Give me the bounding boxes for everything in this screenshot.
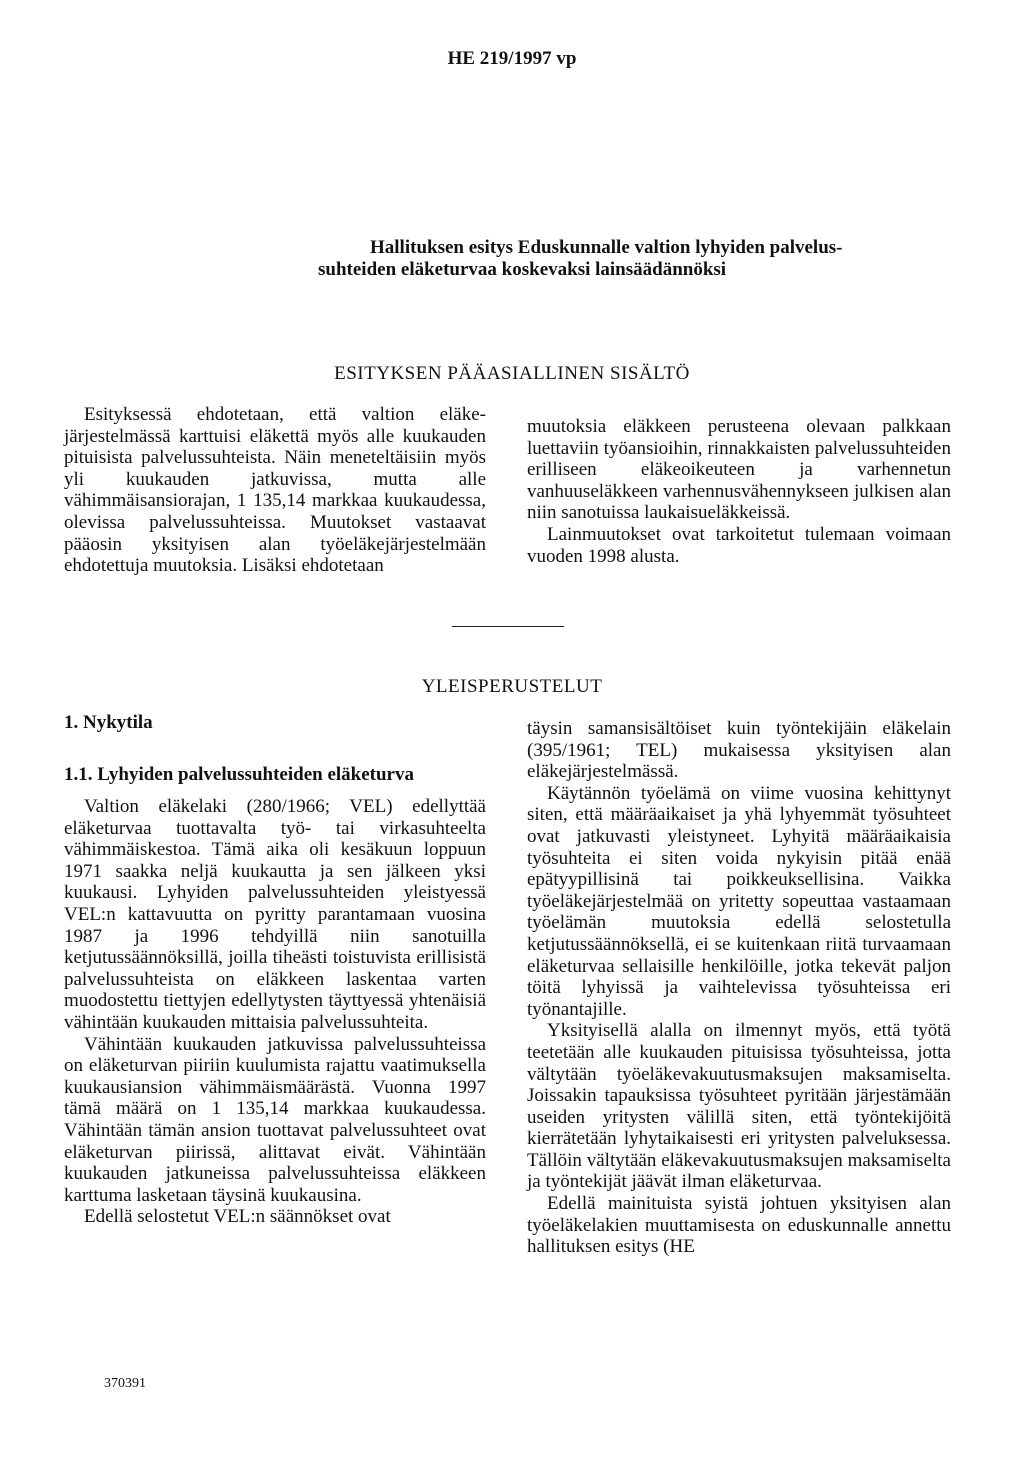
summary-left-paragraph: Esityksessä ehdotetaan, että valtion eläke-järjestelmässä karttuisi eläkettä myös alle kuukauden pituisista palvelussuhteista. Näin meneteltäisiin myös yli kuukauden jatkuvissa, mutta alle vähimmäisansiorajan, 1 135,14 markkaa kuukaudessa, olevissa palvelussuhteissa. Muutokset vastaavat pääosin yksityisen alan työeläkejärjestelmään ehdotettuja muutoksia. Lisäksi ehdotetaan xyxy=(64,404,486,577)
body-left-column xyxy=(64,796,486,1228)
section-divider xyxy=(452,626,564,627)
summary-right-paragraph: muutoksia eläkkeen perusteena olevaan palkkaan luettaviin työansioihin, rinnakkaisten palvelussuhteiden erilliseen eläkeoikeuteen ja varhennetun vanhuuseläkkeen varhennusvähennykseen julkisen alan niin sanotuissa laukaisueläkkeissä. xyxy=(527,416,951,524)
title-line-1: Hallituksen esitys Eduskunnalle valtion lyhyiden palvelus- xyxy=(370,237,843,258)
general-heading: YLEISPERUSTELUT xyxy=(421,676,603,697)
document-id-header: HE 219/1997 vp xyxy=(447,48,577,69)
summary-left-column xyxy=(64,404,486,577)
section-heading-1: 1. Nykytila xyxy=(64,712,153,733)
body-paragraph: täysin samansisältöiset kuin työntekijäin eläkelain (395/1961; TEL) mukaisessa yksityisen alan eläkejärjestelmässä. xyxy=(527,718,951,783)
summary-right-column xyxy=(527,416,951,567)
body-paragraph: Edellä mainituista syistä johtuen yksityisen alan työeläkelakien muuttamisesta on eduskunnalle annettu hallituksen esitys (HE xyxy=(527,1193,951,1258)
body-paragraph: Yksityisellä alalla on ilmennyt myös, että työtä teetetään alle kuukauden pituisissa työsuhteissa, jotta vältytään työeläkevakuutusmaksujen maksamiselta. Joissakin tapauksissa työsuhteet pyritään järjestämään useiden yritysten välillä siten, että työntekijöitä kierrätetään lyhytaikaisesti eri yritysten palveluksessa. Tällöin vältytään eläkevakuutusmaksujen maksamiselta ja työntekijät jäävät ilman eläketurvaa. xyxy=(527,1020,951,1193)
title-line-2: suhteiden eläketurvaa koskevaksi lainsäädännöksi xyxy=(318,259,727,280)
body-paragraph: Käytännön työelämä on viime vuosina kehittynyt siten, että määräaikaiset ja yhä lyhyemmät työsuhteet ovat jatkuvasti yleistyneet. Lyhyitä määräaikaisia työsuhteita ei siten voida nykyisin pitää enää epätyypillisinä tai poikkeuksellisina. Vaikka työeläkejärjestelmää on yritetty sopeuttaa vastaamaan työelämän muutoksia edellä selostetulla ketjutussäännöksellä, ei se kuitenkaan riitä turvaamaan eläketurvaa sellaisille henkilöille, jotka tekevät paljon töitä lyhyissä ja vaihtelevissa työsuhteissa eri työnantajille. xyxy=(527,782,951,1020)
body-paragraph: Vähintään kuukauden jatkuvissa palvelussuhteissa on eläketurvan piiriin kuulumista rajattu vaatimuksella kuukausiansion vähimmäismäärästä. Vuonna 1997 tämä määrä on 1 135,14 markkaa kuukaudessa. Vähintään tämän ansion tuottavat palvelussuhteet ovat eläketurvan piirissä, alittavat eivät. Vähintään kuukauden jatkuneissa palvelussuhteissa eläkkeen karttuma lasketaan täysinä kuukausina. xyxy=(64,1033,486,1206)
body-right-column xyxy=(527,718,951,1258)
summary-right-paragraph: Lainmuutokset ovat tarkoitetut tulemaan voimaan vuoden 1998 alusta. xyxy=(527,523,951,567)
section-heading-1-1: 1.1. Lyhyiden palvelussuhteiden eläketurva xyxy=(64,764,414,785)
page-footer-code: 370391 xyxy=(104,1376,146,1391)
body-paragraph: Edellä selostetut VEL:n säännökset ovat xyxy=(84,1206,391,1228)
document-title xyxy=(318,237,978,281)
body-paragraph: Valtion eläkelaki (280/1966; VEL) edellyttää eläketurvaa tuottavalta työ- tai virkasuhteelta vähimmäiskestoa. Tämä aika oli kesäkuun loppuun 1971 saakka neljä kuukautta ja sen jälkeen yksi kuukausi. Lyhyiden palvelussuhteiden yleistyessä VEL:n kattavuutta on pyritty parantamaan vuosina 1987 ja 1996 tehdyillä niin sanotuilla ketjutussäännöksillä, joilla tiheästi toistuvista erillisistä palvelussuhteista on eläkkeen laskentaa varten muodostettu tiettyjen edellytysten täyttyessä yhtenäisiä vähintään kuukauden mittaisia palvelussuhteita. xyxy=(64,796,486,1033)
summary-heading: ESITYKSEN PÄÄASIALLINEN SISÄLTÖ xyxy=(334,363,690,384)
